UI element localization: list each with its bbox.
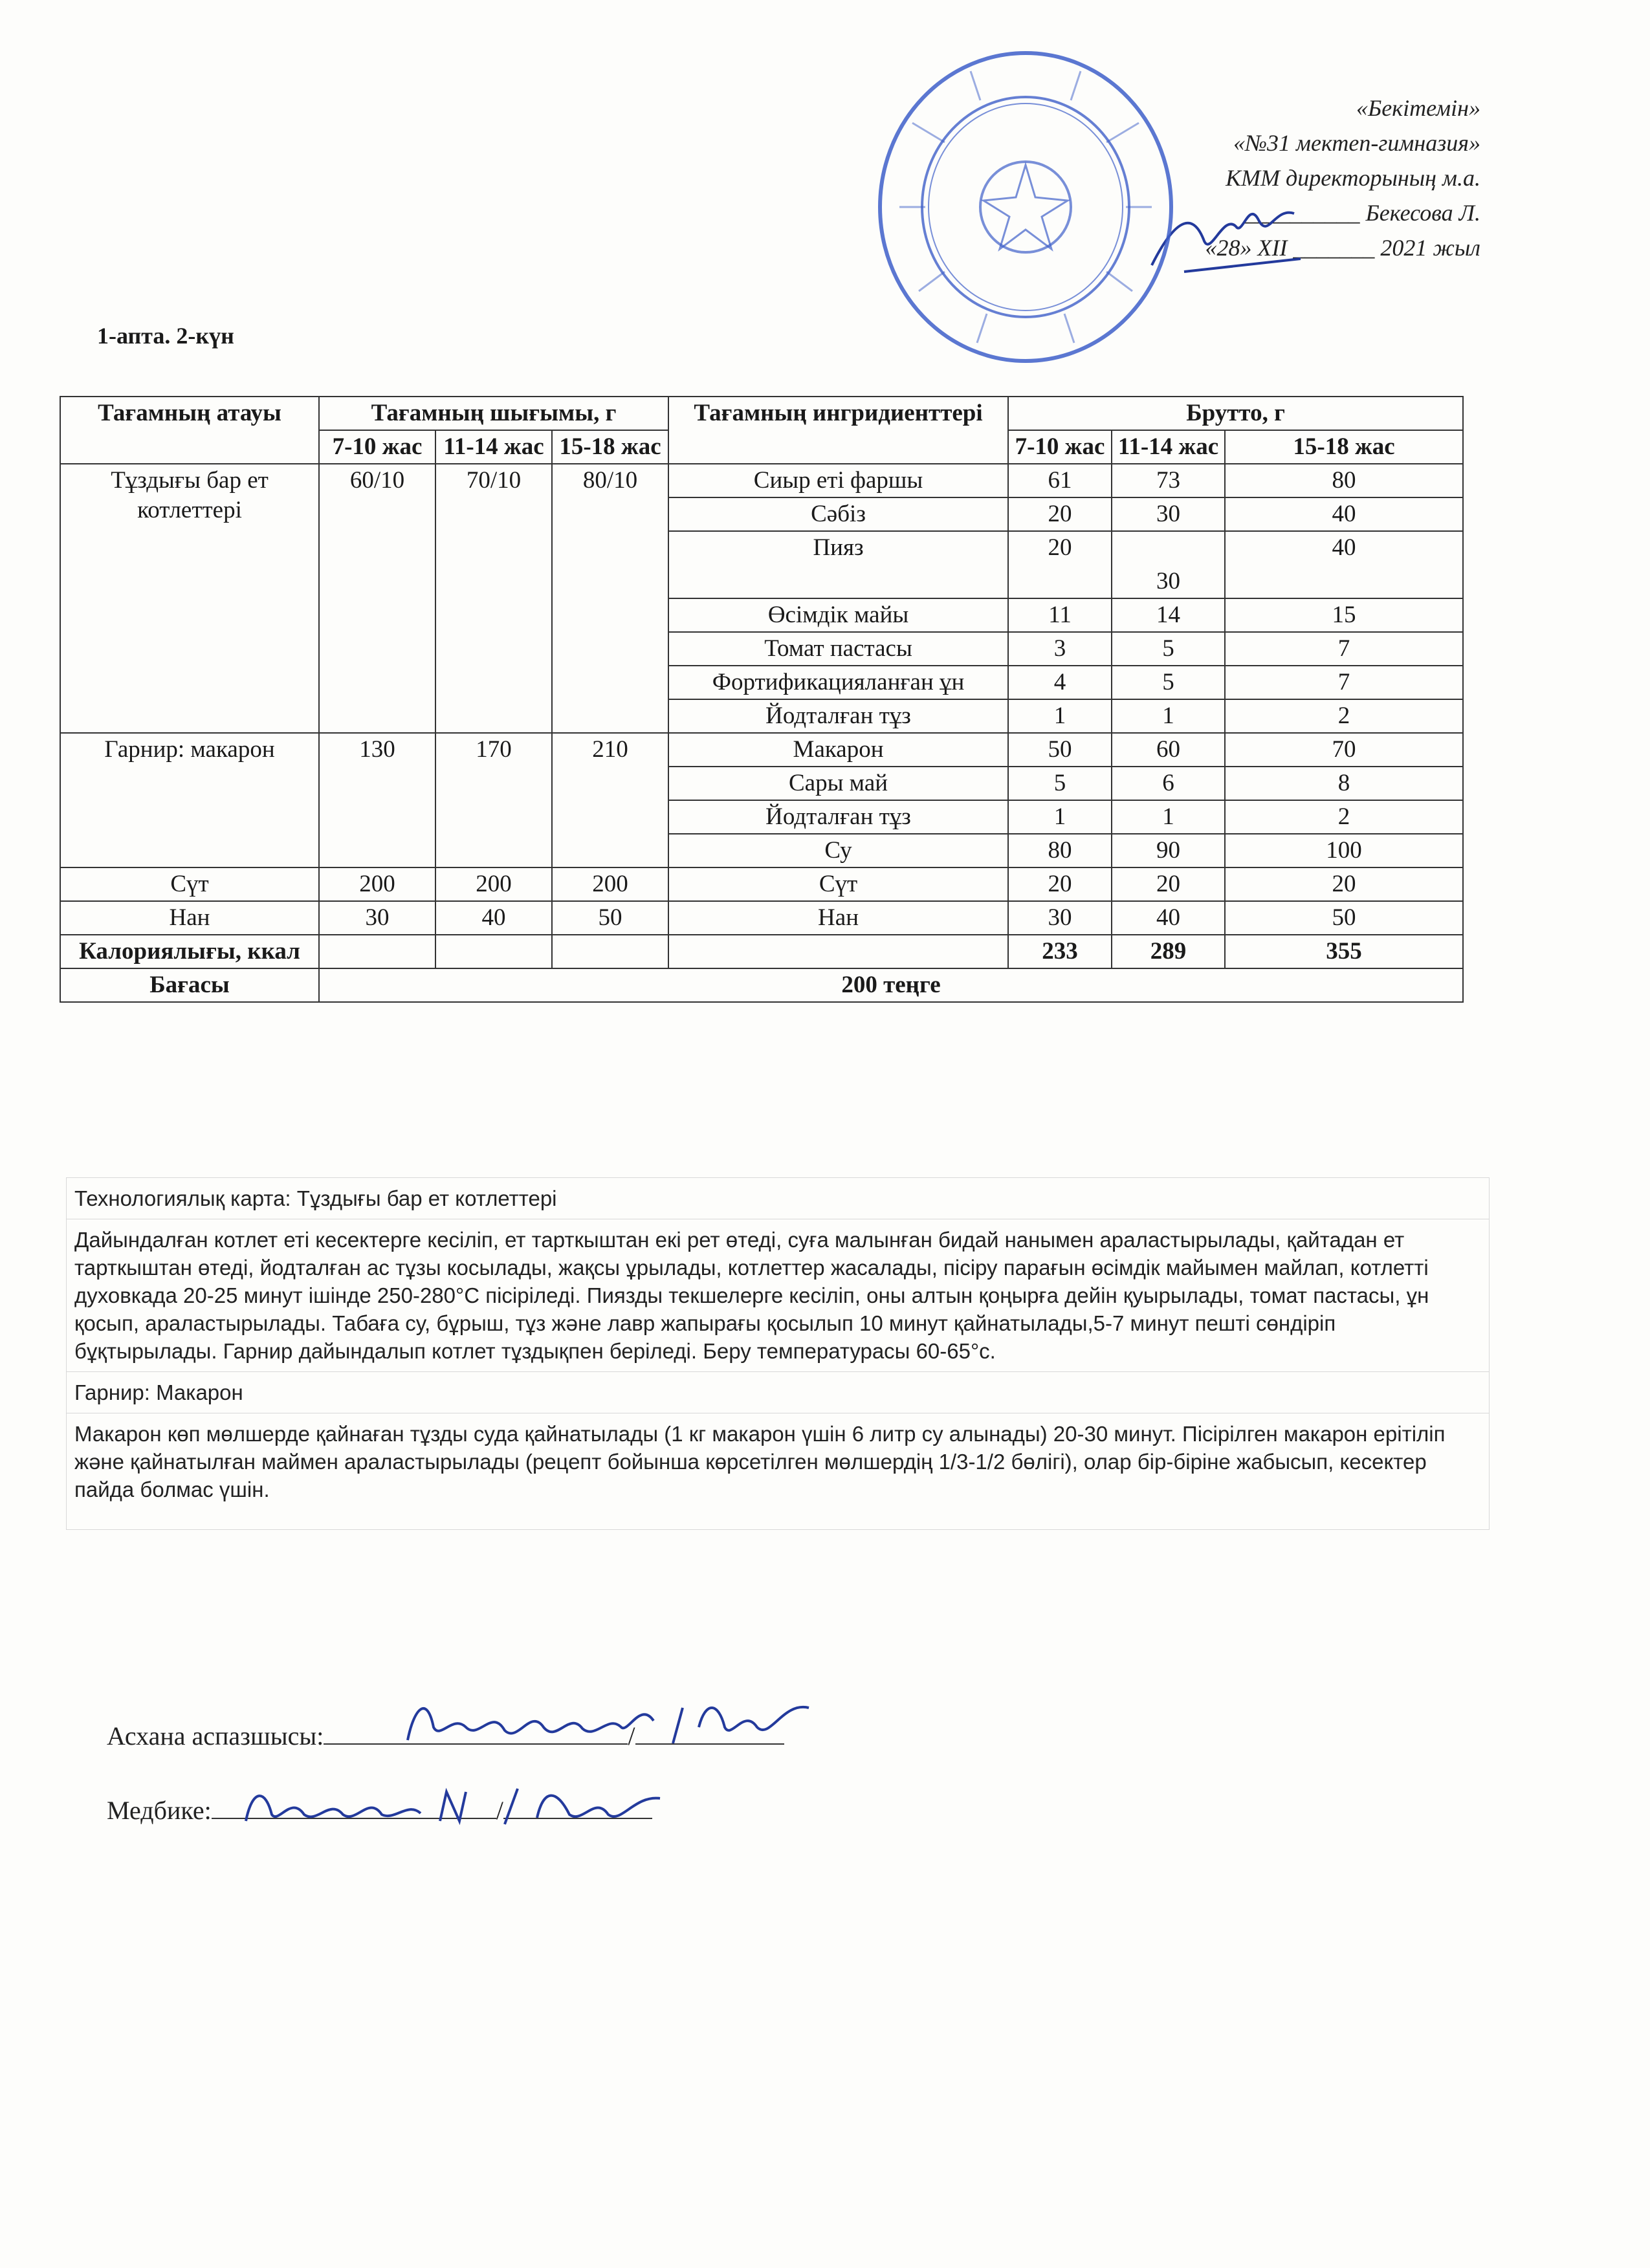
dish-yield: 60/10 bbox=[319, 464, 435, 733]
brutto-value: 30 bbox=[1112, 531, 1225, 598]
ingredient-name: Фортификацияланған ұн bbox=[668, 666, 1008, 699]
header-brutto: Брутто, г bbox=[1008, 397, 1463, 430]
brutto-value: 5 bbox=[1008, 767, 1112, 800]
empty-cell bbox=[668, 935, 1008, 968]
header-yield: Тағамның шығымы, г bbox=[319, 397, 668, 430]
dish-yield: 70/10 bbox=[435, 464, 552, 733]
slash: / bbox=[628, 1721, 635, 1750]
brutto-value: 5 bbox=[1112, 632, 1225, 666]
brutto-value: 50 bbox=[1008, 733, 1112, 767]
nurse-label: Медбике: bbox=[107, 1796, 212, 1825]
tech-text-cutlets: Дайындалған котлет еті кесектерге кесіліп, ет тарткыштан екі рет өтеді, суға малынған бидай нанымен араластырылады, қайтадан ет тарткыштан өтеді, йодталған ас тұзы косылады, жақсы ұрылады, котлеттер жасалады, пісіру парағын өсімдік майымен майлап, котлетті духовкада 20-25 минут ішінде 250-280°С пісіріледі. Пиязды текшелерге кесіліп, оны алтын қоңырға дейін қуырылады, томат пастасы, ұн қосып, араластырылады. Табаға су, бұрыш, тұз және лавр жапырағы қосылып 10 минут қайнатылады,5-7 минут пешті сөндіріп бұқтырылады. Гарнир дайындалып котлет тұздықпен беріледі. Беру температурасы 60-65°с. bbox=[67, 1219, 1490, 1372]
approval-line-2: «№31 мектеп-гимназия» bbox=[1233, 130, 1480, 156]
table-row bbox=[60, 464, 1463, 497]
ingredient-name: Йодталған тұз bbox=[668, 699, 1008, 733]
price-label: Бағасы bbox=[60, 968, 319, 1002]
table-row bbox=[60, 733, 1463, 767]
tech-title-cutlets: Технологиялық карта: Тұздығы бар ет котлеттері bbox=[67, 1178, 1490, 1219]
dish-yield: 40 bbox=[435, 901, 552, 935]
dish-name: Тұздығы бар ет котлеттері bbox=[60, 464, 319, 733]
brutto-value: 70 bbox=[1225, 733, 1463, 767]
empty-cell bbox=[552, 935, 668, 968]
approval-line-1: «Бекітемін» bbox=[1356, 95, 1480, 121]
brutto-value: 3 bbox=[1008, 632, 1112, 666]
header-brutto-age-15-18: 15-18 жас bbox=[1225, 430, 1463, 464]
calories-value: 355 bbox=[1225, 935, 1463, 968]
ingredient-name: Су bbox=[668, 834, 1008, 867]
empty-cell bbox=[435, 935, 552, 968]
tech-text-garnish: Макарон көп мөлшерде қайнаған тұзды суда қайнатылады (1 кг макарон үшін 6 литр су алынады) 20-30 минут. Пісірілген макарон ерітіліп және қайнатылған маймен араластырылады (рецепт бойынша көрсетілген мөлшердің 1/3-1/2 бөлігі), олар бір-біріне жабысып, кесектер пайда болмас үшін. bbox=[67, 1413, 1490, 1530]
brutto-value: 40 bbox=[1225, 531, 1463, 598]
dish-yield: 200 bbox=[435, 867, 552, 901]
brutto-value: 90 bbox=[1112, 834, 1225, 867]
ingredient-name: Өсімдік майы bbox=[668, 598, 1008, 632]
brutto-value: 2 bbox=[1225, 699, 1463, 733]
dish-yield: 50 bbox=[552, 901, 668, 935]
table-row bbox=[60, 867, 1463, 901]
brutto-value: 40 bbox=[1225, 497, 1463, 531]
calories-label: Калориялығы, ккал bbox=[60, 935, 319, 968]
approval-line-4: __________ Бекесова Л. bbox=[1243, 200, 1480, 226]
brutto-value: 20 bbox=[1008, 867, 1112, 901]
ingredient-name: Йодталған тұз bbox=[668, 800, 1008, 834]
brutto-value: 15 bbox=[1225, 598, 1463, 632]
header-brutto-age-11-14: 11-14 жас bbox=[1112, 430, 1225, 464]
brutto-value: 30 bbox=[1008, 901, 1112, 935]
ingredient-name: Макарон bbox=[668, 733, 1008, 767]
brutto-value: 2 bbox=[1225, 800, 1463, 834]
dish-yield: 30 bbox=[319, 901, 435, 935]
brutto-value: 1 bbox=[1008, 699, 1112, 733]
menu-table bbox=[60, 396, 1464, 1003]
brutto-value: 30 bbox=[1112, 497, 1225, 531]
brutto-value: 1 bbox=[1008, 800, 1112, 834]
brutto-value: 5 bbox=[1112, 666, 1225, 699]
brutto-value: 8 bbox=[1225, 767, 1463, 800]
technology-card-table bbox=[66, 1177, 1490, 1530]
price-value: 200 теңге bbox=[319, 968, 1463, 1002]
brutto-value: 61 bbox=[1008, 464, 1112, 497]
dish-yield: 130 bbox=[319, 733, 435, 867]
brutto-value: 11 bbox=[1008, 598, 1112, 632]
dish-yield: 80/10 bbox=[552, 464, 668, 733]
dish-yield: 200 bbox=[319, 867, 435, 901]
slash: / bbox=[496, 1796, 503, 1825]
nurse-signature bbox=[233, 1769, 699, 1834]
header-yield-age-11-14: 11-14 жас bbox=[435, 430, 552, 464]
ingredient-name: Пияз bbox=[668, 531, 1008, 598]
brutto-value: 4 bbox=[1008, 666, 1112, 699]
brutto-value: 1 bbox=[1112, 800, 1225, 834]
brutto-value: 100 bbox=[1225, 834, 1463, 867]
brutto-value: 20 bbox=[1008, 497, 1112, 531]
cook-signature bbox=[395, 1682, 848, 1753]
ingredient-name: Сиыр еті фаршы bbox=[668, 464, 1008, 497]
empty-cell bbox=[319, 935, 435, 968]
dish-yield: 170 bbox=[435, 733, 552, 867]
header-dish-name: Тағамның атауы bbox=[60, 397, 319, 464]
brutto-value: 1 bbox=[1112, 699, 1225, 733]
table-row bbox=[60, 901, 1463, 935]
calories-value: 289 bbox=[1112, 935, 1225, 968]
header-brutto-age-7-10: 7-10 жас bbox=[1008, 430, 1112, 464]
ingredient-name: Сүт bbox=[668, 867, 1008, 901]
brutto-value: 20 bbox=[1008, 531, 1112, 598]
dish-name: Сүт bbox=[60, 867, 319, 901]
ingredient-name: Сәбіз bbox=[668, 497, 1008, 531]
dish-name: Нан bbox=[60, 901, 319, 935]
brutto-value: 40 bbox=[1112, 901, 1225, 935]
table-header-row bbox=[60, 397, 1463, 430]
header-yield-age-15-18: 15-18 жас bbox=[552, 430, 668, 464]
brutto-value: 80 bbox=[1225, 464, 1463, 497]
brutto-value: 73 bbox=[1112, 464, 1225, 497]
brutto-value: 20 bbox=[1112, 867, 1225, 901]
brutto-value: 80 bbox=[1008, 834, 1112, 867]
cook-label: Асхана аспазшысы: bbox=[107, 1721, 324, 1750]
brutto-value: 7 bbox=[1225, 632, 1463, 666]
tech-title-garnish: Гарнир: Макарон bbox=[67, 1372, 1490, 1413]
approval-line-3: КММ директорының м.а. bbox=[1226, 165, 1480, 191]
header-ingredients: Тағамның ингридиенттері bbox=[668, 397, 1008, 464]
brutto-value: 60 bbox=[1112, 733, 1225, 767]
week-day-title: 1-апта. 2-күн bbox=[97, 323, 234, 349]
ingredient-name: Томат пастасы bbox=[668, 632, 1008, 666]
official-seal-icon bbox=[874, 45, 1178, 369]
dish-name: Гарнир: макарон bbox=[60, 733, 319, 867]
ingredient-name: Нан bbox=[668, 901, 1008, 935]
brutto-value: 7 bbox=[1225, 666, 1463, 699]
brutto-value: 50 bbox=[1225, 901, 1463, 935]
header-yield-age-7-10: 7-10 жас bbox=[319, 430, 435, 464]
brutto-value: 14 bbox=[1112, 598, 1225, 632]
brutto-value: 6 bbox=[1112, 767, 1225, 800]
brutto-value: 20 bbox=[1225, 867, 1463, 901]
calories-row bbox=[60, 935, 1463, 968]
dish-yield: 210 bbox=[552, 733, 668, 867]
calories-value: 233 bbox=[1008, 935, 1112, 968]
approval-line-5: «28» XII _______ 2021 жыл bbox=[1205, 235, 1480, 261]
ingredient-name: Сары май bbox=[668, 767, 1008, 800]
price-row bbox=[60, 968, 1463, 1002]
dish-yield: 200 bbox=[552, 867, 668, 901]
